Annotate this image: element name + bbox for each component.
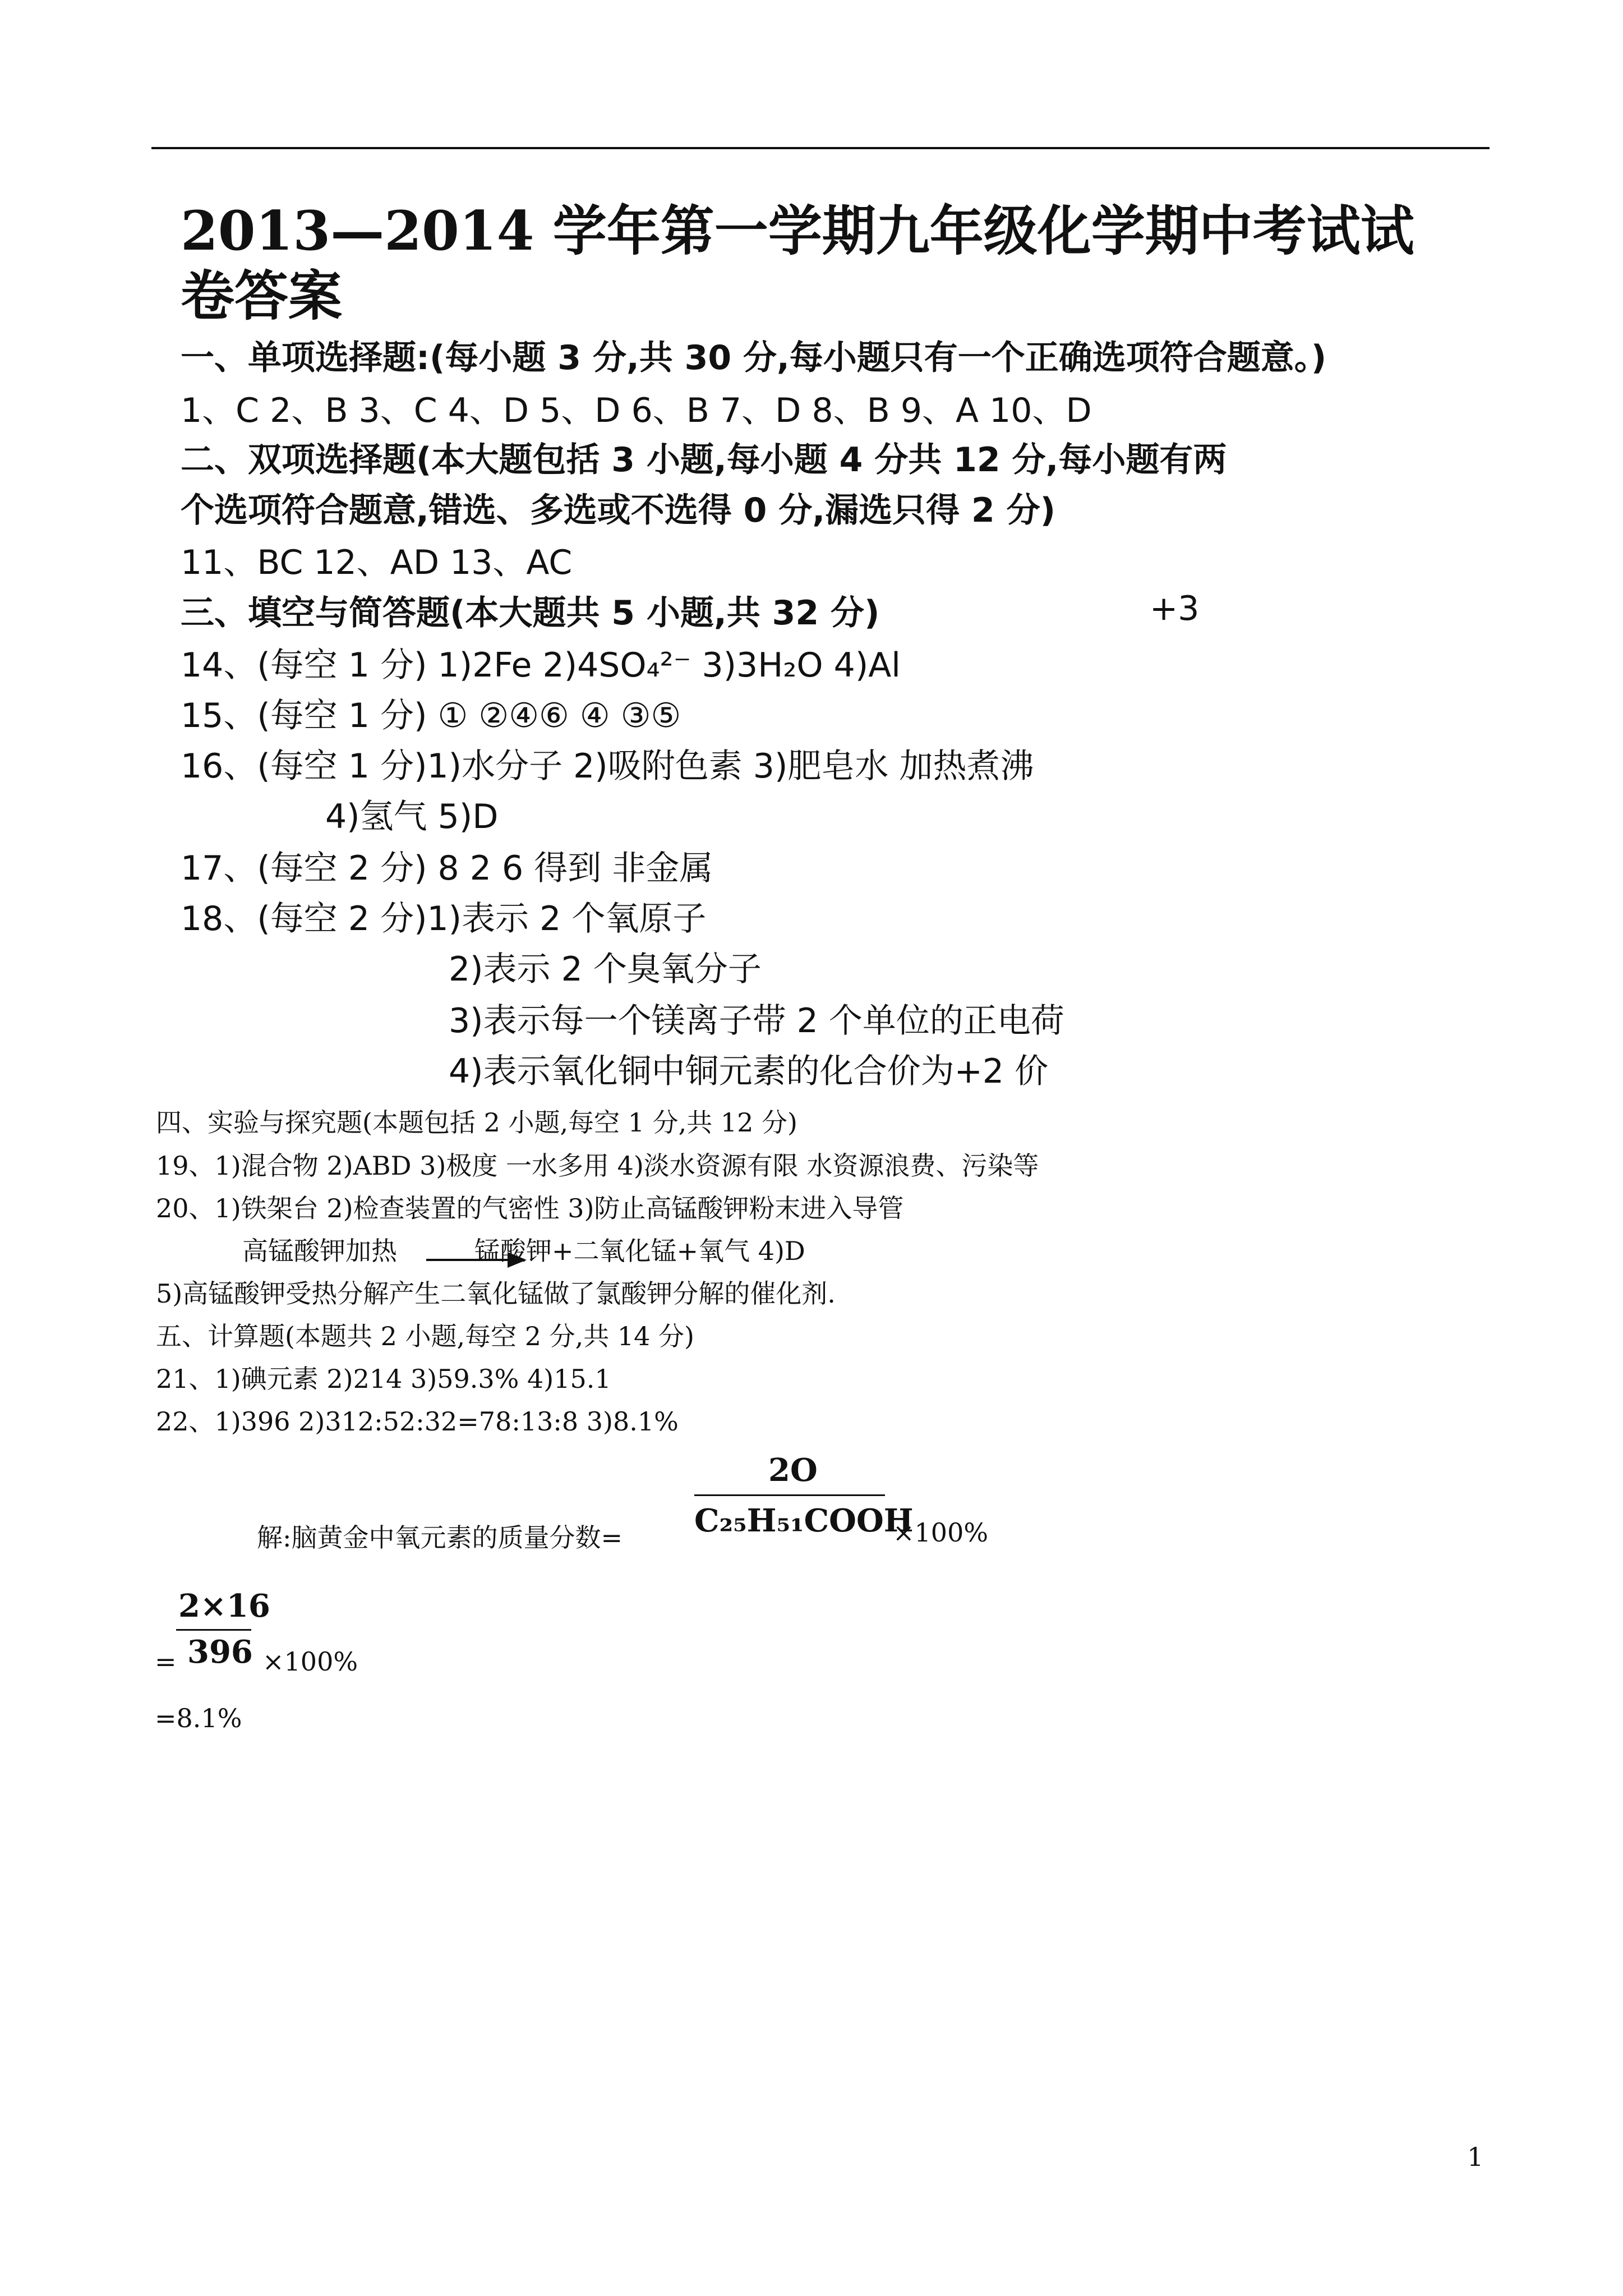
fraction2-denominator: 396 [187, 1634, 253, 1671]
section2-header-line2: 个选项符合题意,错选、多选或不选得 0 分,漏选只得 2 分) [181, 491, 1056, 530]
q16-answers-line1: 16、(每空 1 分)1)水分子 2)吸附色素 3)肥皂水 加热煮沸 [181, 747, 1034, 786]
q20-reaction-left: 高锰酸钾加热 [242, 1236, 397, 1266]
fraction1-numerator: 2O [768, 1452, 818, 1489]
q18-answers-line4: 4)表示氧化铜中铜元素的化合价为+2 价 [449, 1052, 1049, 1091]
q20-answers-line1: 20、1)铁架台 2)检查装置的气密性 3)防止高锰酸钾粉末进入导管 [156, 1193, 904, 1223]
q21-answers: 21、1)碘元素 2)214 3)59.3% 4)15.1 [156, 1364, 611, 1394]
q17-answers: 17、(每空 2 分) 8 2 6 得到 非金属 [181, 849, 713, 888]
fraction2-equals: = [155, 1646, 177, 1677]
q20-reaction-right: 锰酸钾+二氧化锰+氧气 4)D [474, 1236, 805, 1266]
q18-answers-line3: 3)表示每一个镁离子带 2 个单位的正电荷 [449, 1001, 1064, 1041]
page-title-line1: 2013—2014 学年第一学期九年级化学期中考试试 [181, 199, 1414, 263]
q16-answers-line2: 4)氢气 5)D [325, 797, 499, 836]
section4-header: 四、实验与探究题(本题包括 2 小题,每空 1 分,共 12 分) [156, 1107, 797, 1138]
q19-answers: 19、1)混合物 2)ABD 3)极度 一水多用 4)淡水资源有限 水资源浪费、污染等 [156, 1151, 1039, 1181]
fraction2-suffix: ×100% [262, 1646, 358, 1677]
section5-header: 五、计算题(本题共 2 小题,每空 2 分,共 14 分) [156, 1321, 694, 1351]
header-rule [151, 147, 1490, 149]
fraction2-numerator: 2×16 [178, 1588, 270, 1625]
solution-prefix: 解:脑黄金中氧元素的质量分数= [257, 1522, 623, 1553]
fraction1-denominator: C₂₅H₅₁COOH [694, 1502, 914, 1539]
section2-answers: 11、BC 12、AD 13、AC [181, 543, 573, 582]
page-title-line2: 卷答案 [181, 264, 342, 328]
q22-answers: 22、1)396 2)312:52:32=78:13:8 3)8.1% [156, 1406, 679, 1437]
q18-answers-line2: 2)表示 2 个臭氧分子 [449, 950, 762, 989]
q18-answers-line1: 18、(每空 2 分)1)表示 2 个氧原子 [181, 899, 707, 938]
fraction2-bar [176, 1629, 251, 1631]
q15-answers: 15、(每空 1 分) ① ②④⑥ ④ ③⑤ [181, 696, 681, 735]
section1-header: 一、单项选择题:(每小题 3 分,共 30 分,每小题只有一个正确选项符合题意。) [181, 338, 1327, 378]
q14-answers: 14、(每空 1 分) 1)2Fe 2)4SO₄²⁻ 3)3H₂O 4)Al [181, 646, 901, 685]
fraction1-suffix: ×100% [893, 1517, 989, 1548]
q20-answers-line3: 5)高锰酸钾受热分解产生二氧化锰做了氯酸钾分解的催化剂. [156, 1278, 836, 1309]
section3-header: 三、填空与简答题(本大题共 5 小题,共 32 分) [181, 593, 880, 633]
section1-answers: 1、C 2、B 3、C 4、D 5、D 6、B 7、D 8、B 9、A 10、D [181, 391, 1092, 430]
fraction1-bar [694, 1494, 885, 1496]
final-result: =8.1% [155, 1703, 242, 1733]
valence-mark: +3 [1150, 589, 1200, 628]
page-number: 1 [1467, 2142, 1484, 2172]
section2-header-line1: 二、双项选择题(本大题包括 3 小题,每小题 4 分共 12 分,每小题有两 [181, 440, 1227, 480]
